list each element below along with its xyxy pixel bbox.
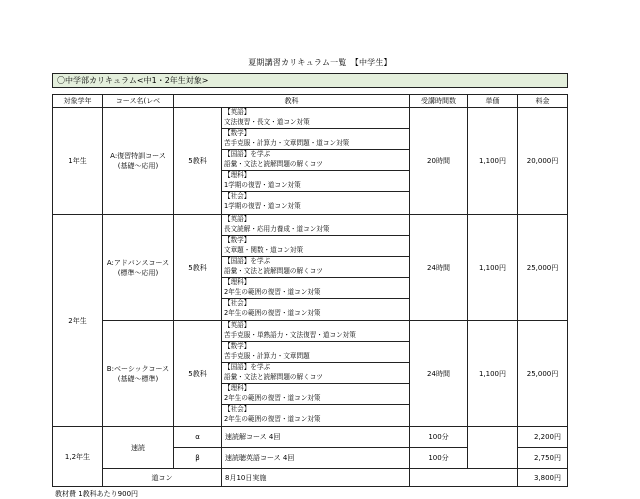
- course-a-subjects: [221, 214, 409, 320]
- course-b-subject-count: 5教科: [173, 320, 221, 426]
- divider: [222, 277, 409, 278]
- subject-body: 2年生の範囲の復習・道コン対策: [224, 288, 321, 296]
- subject-head: 【社会】: [224, 405, 251, 413]
- subject-body: 語彙・文法と読解問題の解くコツ: [224, 373, 323, 381]
- subject-head: 【英語】: [224, 215, 251, 223]
- grade2-course-b: [102, 320, 173, 426]
- footer-note: 教材費 1教科あたり900円: [55, 490, 139, 498]
- grade1-grade: 1年生: [52, 107, 102, 214]
- subject-body: 苦手克服・単熟語力・文法復習・道コン対策: [224, 331, 356, 339]
- subject-body: 苦手克服・計算力・文章問題: [224, 352, 310, 360]
- divider: [222, 362, 409, 363]
- subject-head: 【国語】を学ぶ: [224, 363, 271, 371]
- divider: [222, 341, 409, 342]
- subject-body: 苦手克服・計算力・文章問題・道コン対策: [224, 139, 350, 147]
- subject-body: 文法復習・長文・道コン対策: [224, 118, 310, 126]
- header-course: コース名(レベ: [102, 94, 173, 107]
- subject-head: 【英語】: [224, 108, 251, 116]
- subject-head: 【国語】を学ぶ: [224, 150, 271, 158]
- subject-head: 【英語】: [224, 321, 251, 329]
- subject-head: 【理科】: [224, 384, 251, 392]
- subject-head: 【数学】: [224, 342, 251, 350]
- alpha-fee: 2,200円: [517, 426, 568, 447]
- subject-head: 【数学】: [224, 129, 251, 137]
- course-level: (基礎～標準): [117, 374, 159, 383]
- course-b-unit-price: 1,100円: [467, 320, 517, 426]
- beta-course: 速読聴英語コース 4回: [221, 447, 409, 468]
- docon-date: 8月10日実施: [221, 468, 409, 487]
- alpha-hours: 100分: [409, 426, 467, 447]
- alpha-symbol: α: [173, 426, 221, 447]
- divider: [222, 128, 409, 129]
- header-hours: 受講時間数: [409, 94, 467, 107]
- divider: [222, 149, 409, 150]
- subject-body: 語彙・文法と読解問題の解くコツ: [224, 160, 323, 168]
- page-title: 夏期講習カリキュラム一覧 【中学生】: [248, 58, 392, 67]
- subject-body: 1学期の復習・道コン対策: [224, 202, 301, 210]
- extra-grades: 1,2年生: [52, 426, 102, 487]
- course-name: A:アドバンスコース: [106, 258, 170, 267]
- course-a-fee: 25,000円: [517, 214, 568, 320]
- header-grade: 対象学年: [52, 94, 102, 107]
- unit-price-blank: [467, 426, 517, 468]
- subject-body: 1学期の復習・道コン対策: [224, 181, 301, 189]
- subject-head: 【国語】を学ぶ: [224, 257, 271, 265]
- section-label: 〇中学部カリキュラム<中1・2年生対象>: [52, 73, 568, 88]
- course-level: (基礎～応用): [117, 162, 159, 170]
- docon-blank: [409, 468, 517, 487]
- subject-body: 文章題・関数・道コン対策: [224, 246, 304, 254]
- subject-body: 長文読解・応用力養成・道コン対策: [224, 225, 330, 233]
- grade1-unit-price: 1,100円: [467, 107, 517, 214]
- course-b-subjects: [221, 320, 409, 426]
- alpha-course: 速読解コース 4回: [221, 426, 409, 447]
- header-unit-price: 単価: [467, 94, 517, 107]
- divider: [222, 298, 409, 299]
- header-subjects: 教科: [173, 94, 409, 107]
- subject-head: 【社会】: [224, 192, 251, 200]
- subject-head: 【社会】: [224, 299, 251, 307]
- grade1-subject-count: 5教科: [173, 107, 221, 214]
- grade2-grade: 2年生: [52, 214, 102, 426]
- beta-fee: 2,750円: [517, 447, 568, 468]
- divider: [222, 235, 409, 236]
- grade1-subjects: [221, 107, 409, 214]
- beta-hours: 100分: [409, 447, 467, 468]
- course-b-fee: 25,000円: [517, 320, 568, 426]
- course-name: A:復習特訓コース: [110, 152, 166, 160]
- beta-symbol: β: [173, 447, 221, 468]
- course-name: B:ベーシックコース: [106, 364, 170, 373]
- speed-reading-label: 速読: [102, 426, 173, 468]
- course-a-hours: 24時間: [409, 214, 467, 320]
- grade1-course: [102, 107, 173, 214]
- subject-body: 語彙・文法と読解問題の解くコツ: [224, 267, 323, 275]
- subject-head: 【数学】: [224, 236, 251, 244]
- grade1-hours: 20時間: [409, 107, 467, 214]
- grade1-fee: 20,000円: [517, 107, 568, 214]
- divider: [222, 404, 409, 405]
- subject-head: 【理科】: [224, 171, 251, 179]
- header-fee: 料金: [517, 94, 568, 107]
- docon-fee: 3,800円: [517, 468, 568, 487]
- subject-body: 2年生の範囲の復習・道コン対策: [224, 309, 321, 317]
- divider: [222, 170, 409, 171]
- divider: [222, 256, 409, 257]
- subject-body: 2年生の範囲の復習・道コン対策: [224, 394, 321, 402]
- divider: [222, 191, 409, 192]
- grade2-course-a: [102, 214, 173, 320]
- course-level: (標準～応用): [117, 268, 159, 277]
- course-a-unit-price: 1,100円: [467, 214, 517, 320]
- subject-body: 2年生の範囲の復習・道コン対策: [224, 415, 321, 423]
- course-b-hours: 24時間: [409, 320, 467, 426]
- docon-label: 道コン: [102, 468, 221, 487]
- subject-head: 【理科】: [224, 278, 251, 286]
- divider: [222, 383, 409, 384]
- course-a-subject-count: 5教科: [173, 214, 221, 320]
